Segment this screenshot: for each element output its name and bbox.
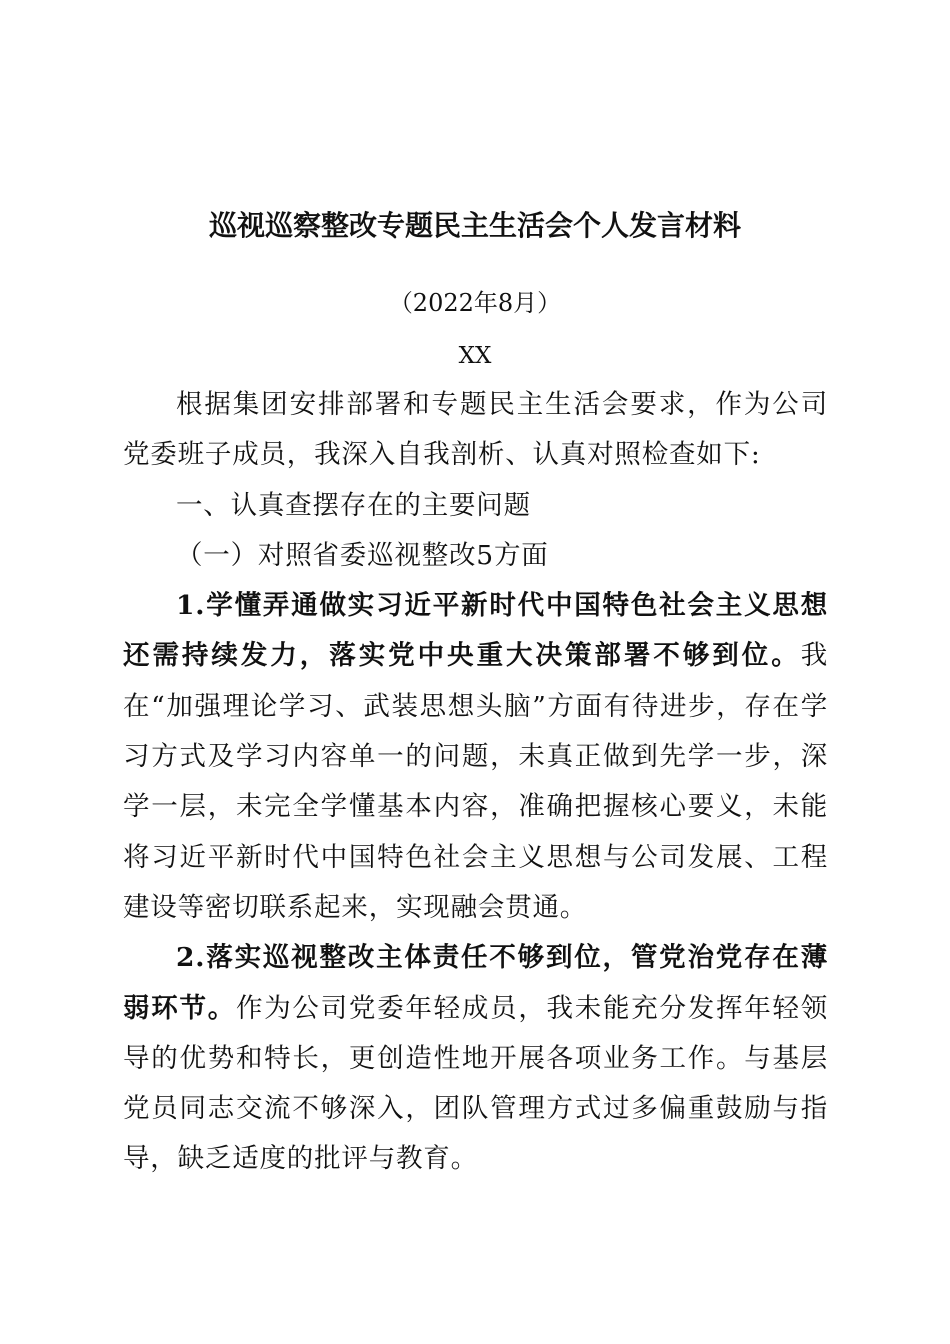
intro-paragraph: 根据集团安排部署和专题民主生活会要求，作为公司党委班子成员，我深入自我剖析、认真对照检查如下: <box>123 389 828 471</box>
document-date: （2022年8月） <box>388 289 562 317</box>
item-1-heading: 1.学懂弄通做实习近平新时代中国特色社会主义思想还需持续发力，落实党中央重大决策部署不够到位。 <box>123 590 828 672</box>
document-body <box>123 380 828 1185</box>
item-1-text: 我在“加强理论学习、武装思想头脑”方面有待进步，存在学习方式及学习内容单一的问题，未真正做到先学一步，深学一层，未完全学懂基本内容，准确把握核心要义，未能将习近平新时代中国特色社会主义思想与公司发展、工程建设等密切联系起来，实现融会贯通。 <box>123 640 828 923</box>
item-2-text: 作为公司党委年轻成员，我未能充分发挥年轻领导的优势和特长，更创造性地开展各项业务工作。与基层党员同志交流不够深入，团队管理方式过多偏重鼓励与指导，缺乏适度的批评与教育。 <box>123 992 828 1175</box>
document-author: XX <box>458 343 492 369</box>
item-1-paragraph <box>123 581 828 933</box>
subsection-heading: （一）对照省委巡视整改5方面 <box>176 539 549 571</box>
section-heading: 一、认真查摆存在的主要问题 <box>176 489 531 521</box>
item-2-heading: 2.落实巡视整改主体责任不够到位，管党治党存在薄弱环节。 <box>123 942 828 1024</box>
item-2-paragraph <box>123 933 828 1184</box>
document-title: 巡视巡察整改专题民主生活会个人发言材料 <box>208 209 741 242</box>
